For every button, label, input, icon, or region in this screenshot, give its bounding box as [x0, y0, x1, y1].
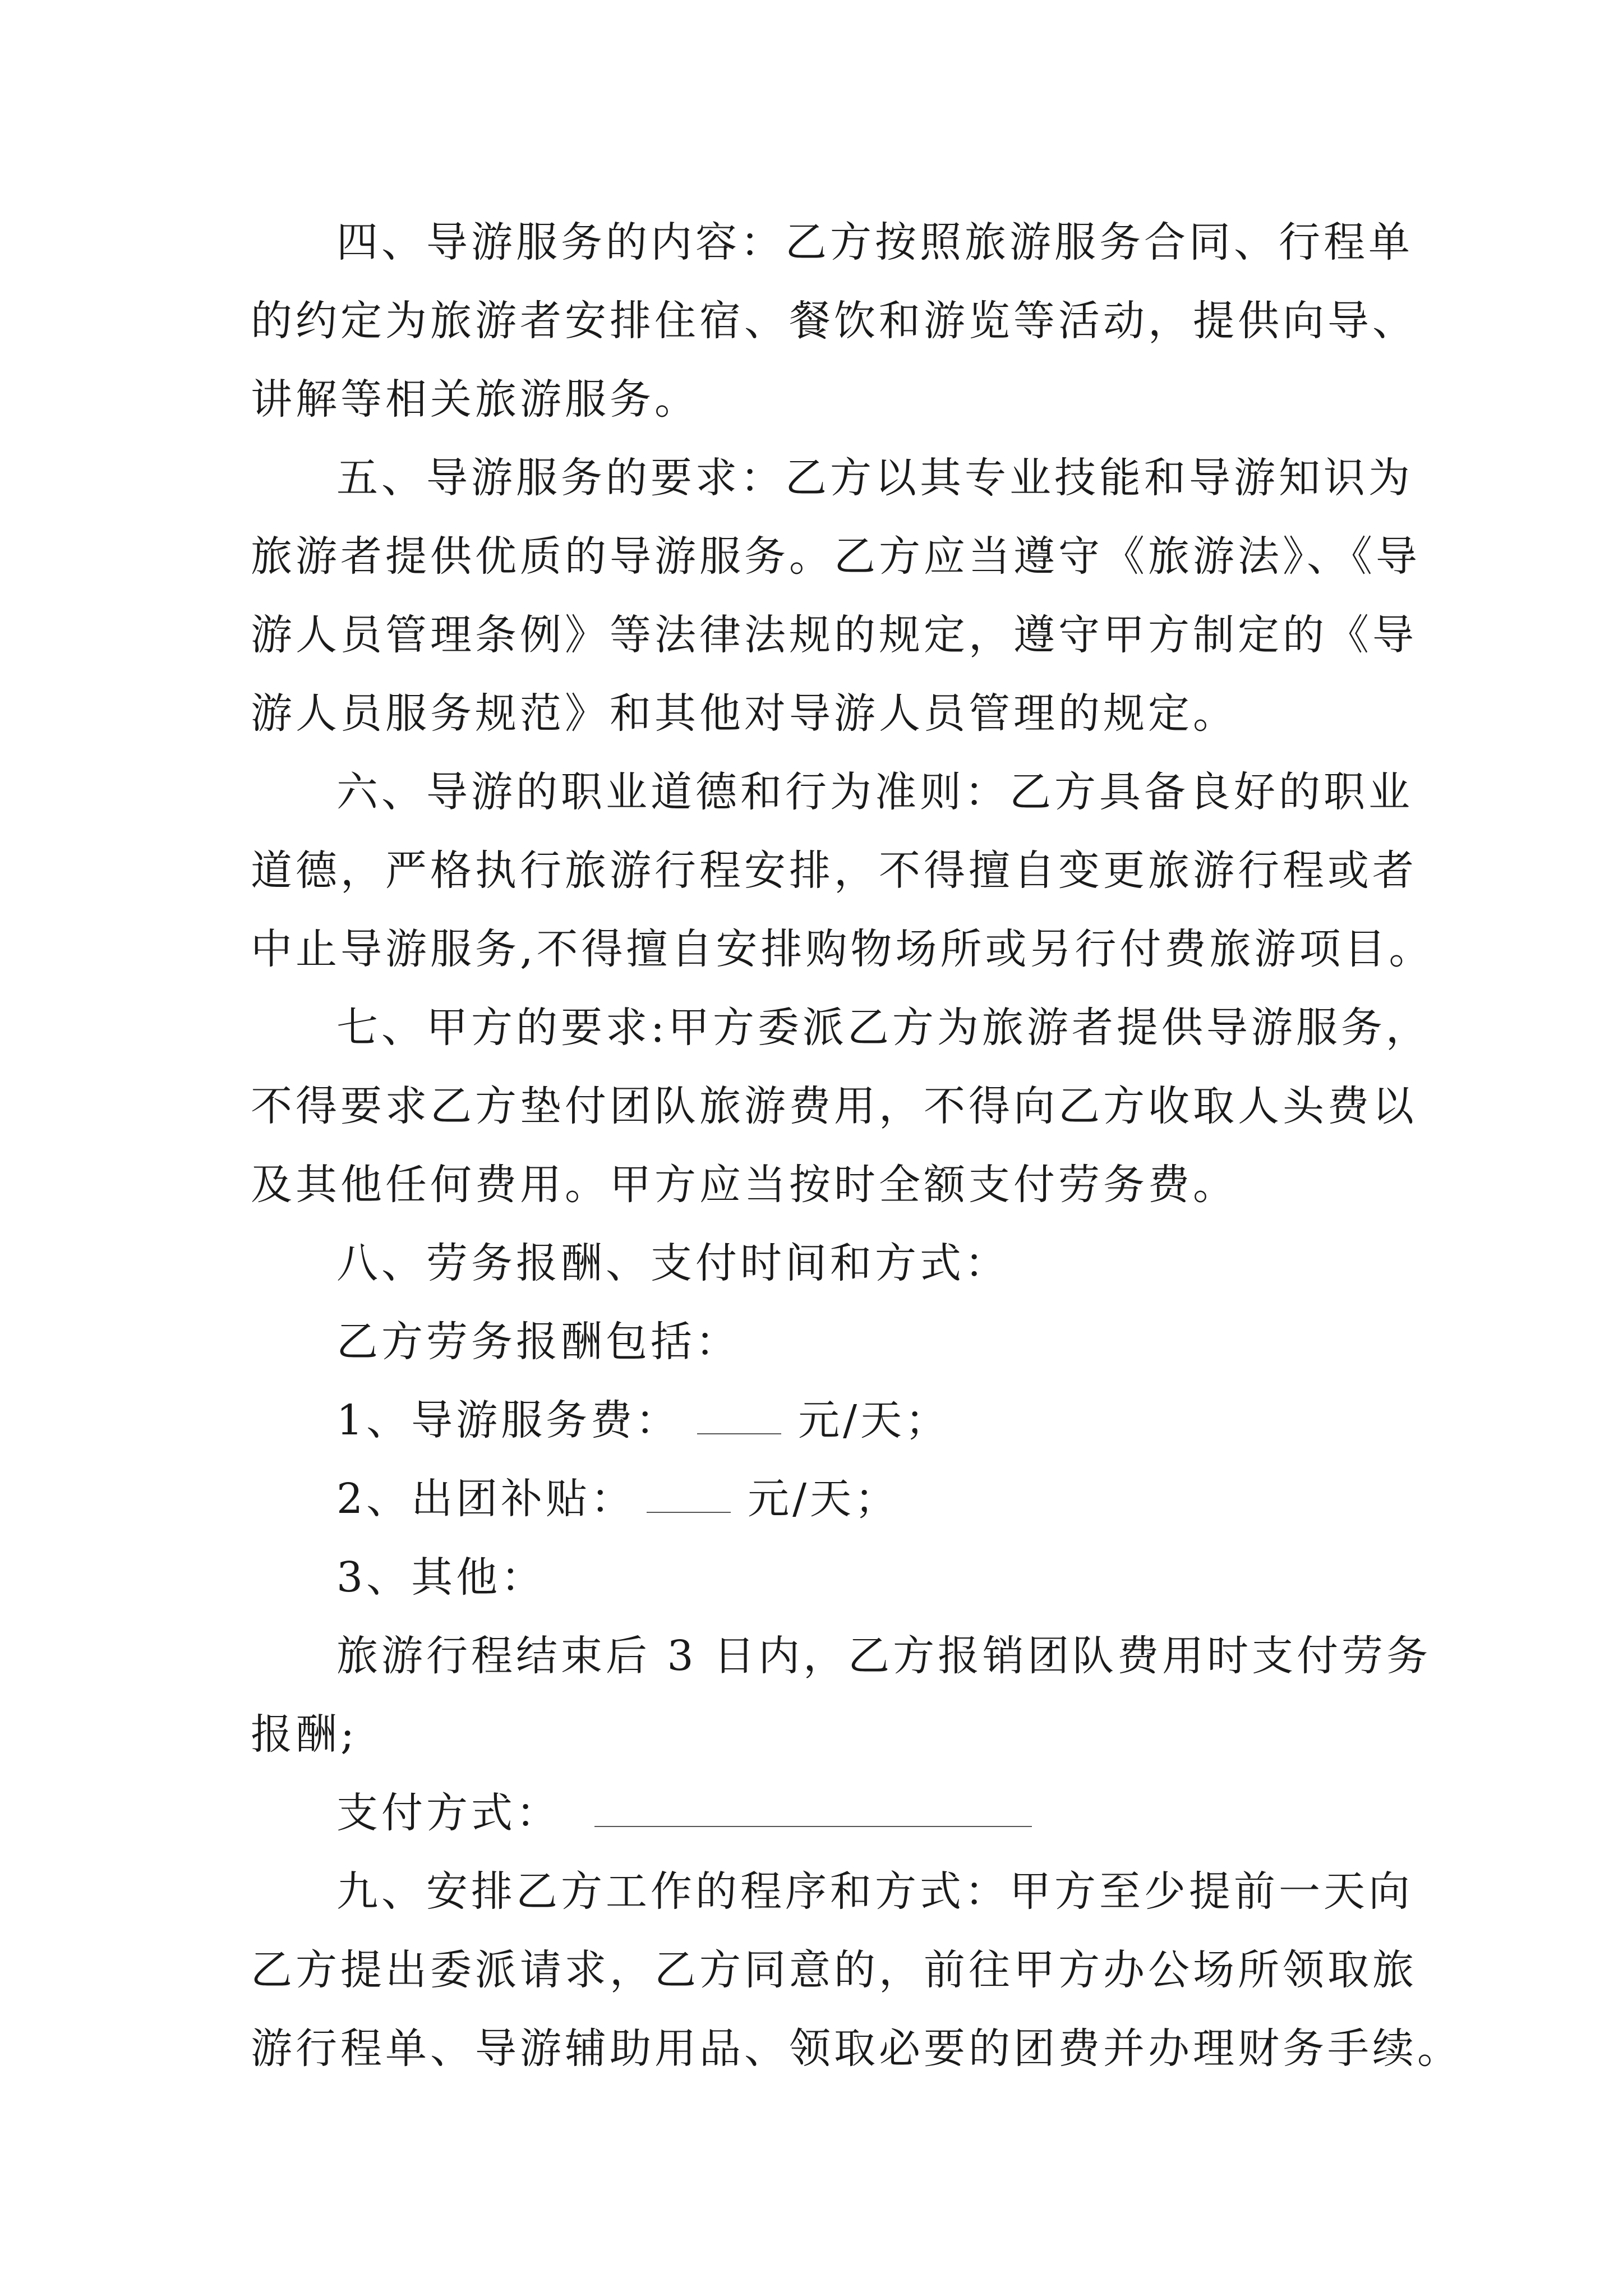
fee-item-other: 3、其他：	[336, 1553, 546, 1602]
fee-blank-line	[647, 1511, 731, 1513]
payment-time-line-1: 旅游行程结束后 3 日内，乙方报销团队费用时支付劳务	[336, 1632, 1432, 1680]
clause-5-line-2: 旅游者提供优质的导游服务。乙方应当遵守《旅游法》、《导	[251, 532, 1421, 581]
fee-blank-line	[697, 1432, 781, 1434]
fee-item-label: 1、导游服务费：	[336, 1396, 681, 1444]
clause-5-line-4: 游人员服务规范》和其他对导游人员管理的规定。	[251, 689, 1238, 738]
clause-6-line-1: 六、导游的职业道德和行为准则：乙方具备良好的职业	[336, 768, 1413, 816]
payment-time-line-2: 报酬;	[251, 1710, 358, 1759]
clause-7-line-2: 不得要求乙方垫付团队旅游费用，不得向乙方收取人头费以	[251, 1082, 1417, 1130]
clause-6-line-2: 道德，严格执行旅游行程安排，不得擅自变更旅游行程或者	[251, 846, 1417, 895]
fee-item-unit: 元/天；	[748, 1475, 900, 1523]
clause-4-line-3: 讲解等相关旅游服务。	[251, 375, 699, 424]
clause-9-line-1: 九、安排乙方工作的程序和方式：甲方至少提前一天向	[336, 1867, 1413, 1916]
payment-method-label: 支付方式：	[336, 1789, 561, 1837]
clause-6-line-3: 中止导游服务,不得擅自安排购物场所或另行付费旅游项目。	[251, 925, 1434, 973]
fee-item-guide-service	[336, 1396, 951, 1444]
clause-5-line-1: 五、导游服务的要求：乙方以其专业技能和导游知识为	[336, 454, 1413, 502]
fee-item-unit: 元/天；	[798, 1396, 951, 1444]
fee-item-travel-allowance	[336, 1475, 900, 1523]
clause-4-line-2: 的约定为旅游者安排住宿、餐饮和游览等活动，提供向导、	[251, 297, 1417, 345]
clause-4-line-1: 四、导游服务的内容：乙方按照旅游服务合同、行程单	[336, 218, 1413, 266]
payment-method-blank	[594, 1825, 1032, 1827]
clause-8-heading: 八、劳务报酬、支付时间和方式：	[336, 1239, 1009, 1287]
clause-7-line-1: 七、甲方的要求:甲方委派乙方为旅游者提供导游服务，	[336, 1004, 1431, 1052]
clause-9-line-3: 游行程单、导游辅助用品、领取必要的团费并办理财务手续。	[251, 2024, 1462, 2073]
clause-9-line-2: 乙方提出委派请求，乙方同意的，前往甲方办公场所领取旅	[251, 1946, 1417, 1994]
remuneration-intro: 乙方劳务报酬包括：	[336, 1318, 740, 1366]
clause-7-line-3: 及其他任何费用。甲方应当按时全额支付劳务费。	[251, 1161, 1238, 1209]
clause-5-line-3: 游人员管理条例》等法律法规的规定，遵守甲方制定的《导	[251, 611, 1417, 659]
payment-method	[336, 1789, 1032, 1837]
fee-item-label: 2、出团补贴：	[336, 1475, 636, 1523]
